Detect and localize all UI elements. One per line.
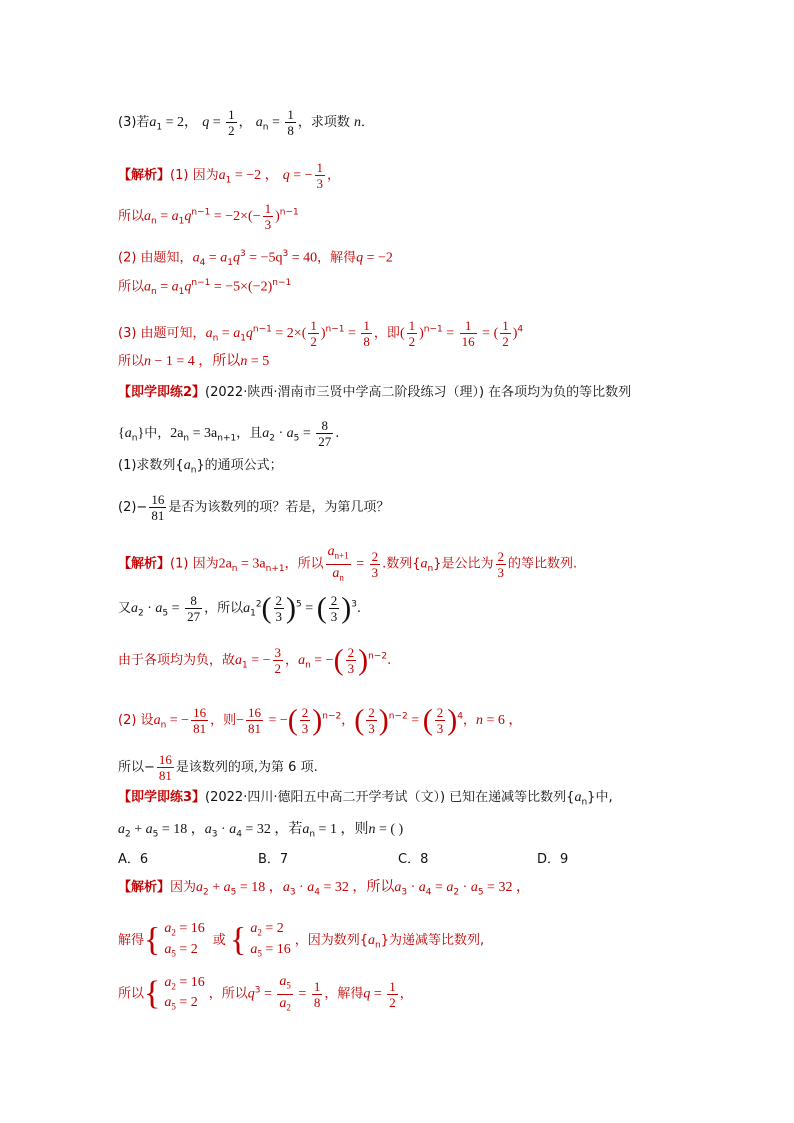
exercise-2-solution-2: 又$a_2 \cdot a_5$ = $\frac{8}{27}$ ，所以$a_1^2$( $\frac{2}{3}$ )$^5$ = ( $\frac{2}{3}$ )$^3$.: [118, 591, 362, 625]
exercise-2-solution-3: 由于各项均为负，故$a_1$ = − $\frac{3}{2}$ ，$a_n$ = −( $\frac{2}{3}$ )$^{n-2}$.: [118, 643, 392, 677]
exercise-3-solution-1: 【解析】因为$a_2 + a_5 = 18$ ，$a_3 \cdot a_4 = 32$ ，所以$a_3 \cdot a_4 = a_2 \cdot a_5 = 32$ ，: [118, 880, 530, 898]
option-d: D．9: [537, 852, 569, 867]
exercise-3-heading: 【即学即练3】(2022·四川·德阳五中高二开学考试（文）) 已知在递减等比数列$\{a_n\}$中,: [118, 790, 613, 808]
solution-3-result: 所以n − 1 = 4 ，所以n = 5: [118, 354, 270, 369]
exercise-3-condition: $a_2 + a_5 = 18$ ，$a_3 \cdot a_4 = 32$ ，若$a_n = 1$ ，则n = ( ): [118, 822, 404, 840]
exercise-2-question-1: (1)求数列$\{a_n\}$的通项公式；: [118, 458, 283, 476]
option-b: B．7: [258, 852, 289, 867]
exercise-3-options: [118, 850, 578, 870]
exercise-2-condition: $\{a_n\}$中，$2a_n = 3a_{n+1}$，且$a_2 \cdot a_5$ = $\frac{8}{27}$ .: [118, 418, 340, 449]
problem-3-line: (3)若$a_1 = 2$， q = $\frac{1}{2}$ ， $a_n$ = $\frac{1}{8}$ ，求项数 n．: [118, 107, 375, 138]
solution-1-result: 所以$a_n = a_1q^{n-1} = -2\times(-$ $\frac{1}{3}$ )$^{n-1}$: [118, 201, 299, 232]
solution-2-result: 所以$a_n = a_1q^{n-1} = -5\times(-2)^{n-1}$: [118, 278, 292, 297]
exercise-2-question-2: (2)− $\frac{16}{81}$ 是否为该数列的项？若是，为第几项？: [118, 492, 390, 523]
solution-1-line: 【解析】(1) 因为$a_1 = -2$ ， q = − $\frac{1}{3}$ ，: [118, 160, 341, 191]
exercise-3-solution-3: 所以{ $a_2 = 16$ $a_5 = 2$ ，所以$q^3$ = $\frac{a_5}{a_2}$ = $\frac{1}{8}$ ，解得q = $\frac{1}{2}$ ，: [118, 974, 413, 1013]
exercise-3-solution-2: 解得{ $a_2 = 16$ $a_5 = 2$ 或 { $a_2 = 2$ $a_5 = 16$ ，因为数列$\{a_n\}$为递减等比数列,: [118, 921, 485, 959]
exercise-2-solution-4: (2) 设$a_n$ = − $\frac{16}{81}$ ，则− $\frac{16}{81}$ = −( $\frac{2}{3}$ )$^{n-2}$，( $\frac{2}{3}$ )$^{n-2}$ = ( $\frac{2}{3}$ )$^4$，n = 6 ，: [118, 703, 523, 737]
option-c: C．8: [398, 852, 429, 867]
exercise-2-solution-1: 【解析】(1) 因为$2a_n = 3a_{n+1}$，所以 $\frac{a_{n+1}}{a_n}$ = $\frac{2}{3}$ .数列$\{a_n\}$是公比为 $\frac{2}{3}$ 的等比数列.: [118, 544, 578, 583]
solution-2-line: (2) 由题知，$a_4 = a_1q^3 = -5q^3 = 40$，解得q = −2: [118, 249, 393, 268]
option-a: A．6: [118, 852, 149, 867]
exercise-2-heading: 【即学即练2】(2022·陕西·渭南市三贤中学高二阶段练习（理）) 在各项均为负的等比数列: [118, 385, 632, 400]
exercise-2-solution-5: 所以− $\frac{16}{81}$ 是该数列的项,为第 6 项.: [118, 752, 318, 783]
solution-3-line: (3) 由题可知，$a_n = a_1q^{n-1} = 2\times$( $\frac{1}{2}$ )$^{n-1}$ = $\frac{1}{8}$ ，即( $\frac{1}{2}$ )$^{n-1}$ = $\frac{1}{16}$ = ( $\frac{1}{2}$ )$^4$: [118, 318, 524, 349]
